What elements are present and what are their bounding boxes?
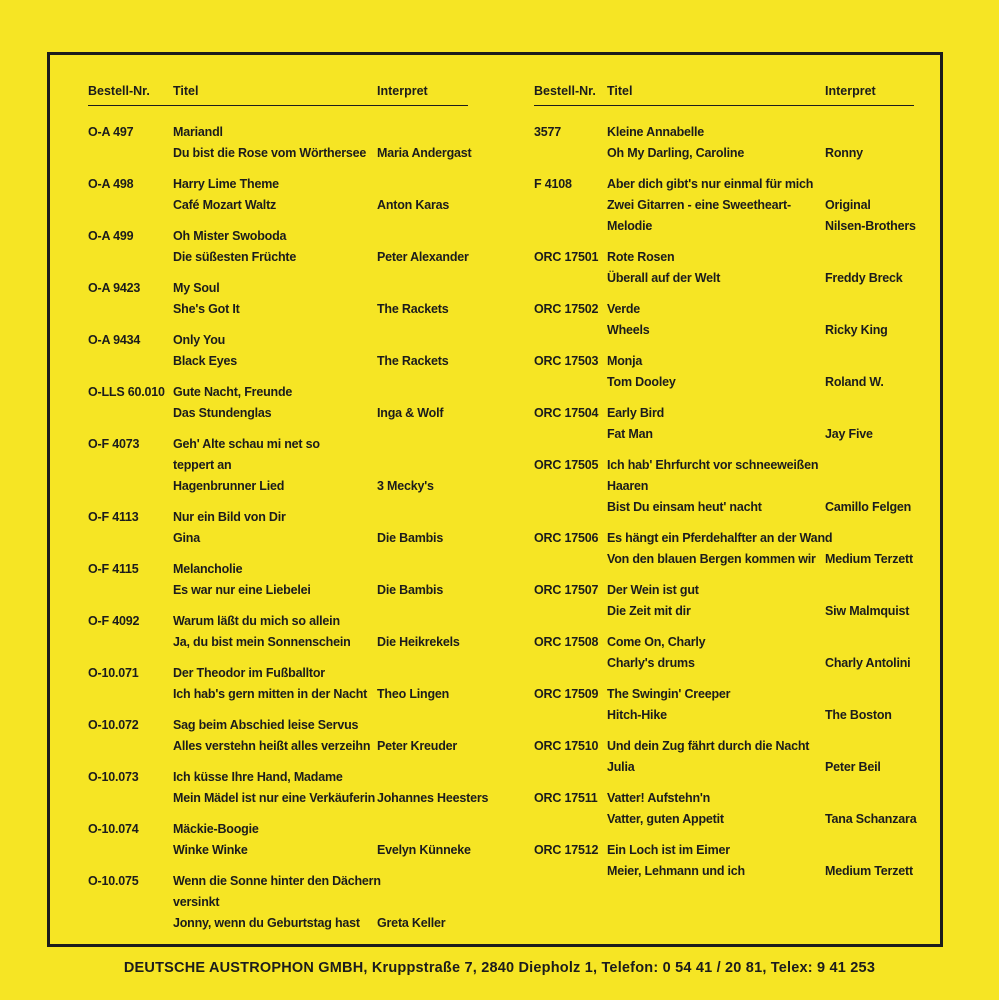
entry-line xyxy=(534,269,914,290)
song-title: Das Stundenglas xyxy=(173,406,272,420)
catalog-entry xyxy=(88,716,468,758)
song-title: Die Zeit mit dir xyxy=(607,604,691,618)
order-number: ORC 17508 xyxy=(534,635,599,649)
entry-line xyxy=(534,175,914,196)
entry-line xyxy=(534,841,914,862)
song-title: Café Mozart Waltz xyxy=(173,198,277,212)
song-title: Es hängt ein Pferdehalfter an der Wand xyxy=(607,531,833,545)
catalog-entry xyxy=(534,248,914,290)
song-title: Jonny, wenn du Geburtstag hast xyxy=(173,916,360,930)
entry-line xyxy=(534,810,917,831)
song-title: Winke Winke xyxy=(173,843,248,857)
song-title: She's Got It xyxy=(173,302,240,316)
order-number: O-10.074 xyxy=(88,822,139,836)
entry-line xyxy=(88,248,468,269)
song-title: Monja xyxy=(607,354,643,368)
song-title: Rote Rosen xyxy=(607,250,675,264)
order-number: ORC 17503 xyxy=(534,354,599,368)
order-number: ORC 17509 xyxy=(534,687,599,701)
song-title: Wenn die Sonne hinter den Dächern xyxy=(173,874,381,888)
publisher-address: DEUTSCHE AUSTROPHON GMBH, Kruppstraße 7, 2840 Diepholz 1, Telefon: 0 54 41 / 20 81, Telex: 9 41 253 xyxy=(123,960,876,976)
catalog-entry xyxy=(534,737,914,779)
order-number: ORC 17507 xyxy=(534,583,599,597)
entry-line xyxy=(88,612,468,633)
entry-line xyxy=(88,456,468,477)
order-number: O-10.071 xyxy=(88,666,139,680)
song-title: Hagenbrunner Lied xyxy=(173,479,285,493)
entries-list xyxy=(88,123,489,935)
artist-name: Die Heikrekels xyxy=(377,635,460,649)
entry-line xyxy=(88,529,468,550)
artist-name: Medium Terzett xyxy=(825,552,913,566)
entry-line xyxy=(534,550,914,571)
song-title: Ich hab' Ehrfurcht vor schneeweißen xyxy=(607,458,819,472)
song-title: Gute Nacht, Freunde xyxy=(173,385,293,399)
order-number: F 4108 xyxy=(534,177,572,191)
catalog-entry xyxy=(88,123,472,165)
entry-line xyxy=(88,123,468,144)
song-title: Oh Mister Swoboda xyxy=(173,229,287,243)
artist-name: Jay Five xyxy=(825,427,873,441)
song-title: Die süßesten Früchte xyxy=(173,250,297,264)
song-title: Hitch-Hike xyxy=(607,708,667,722)
catalog-entry xyxy=(88,664,468,706)
entry-line xyxy=(88,300,468,321)
entry-line xyxy=(534,373,914,394)
song-title: Only You xyxy=(173,333,226,347)
entry-line xyxy=(88,841,471,862)
entry-line xyxy=(534,477,914,498)
entry-line xyxy=(88,331,468,352)
order-number: O-F 4115 xyxy=(88,562,139,576)
entry-line xyxy=(534,706,914,727)
catalog-entry xyxy=(534,789,917,831)
catalog-column-left xyxy=(88,82,489,945)
song-title: Nur ein Bild von Dir xyxy=(173,510,286,524)
song-title: Ich küsse Ihre Hand, Madame xyxy=(173,770,343,784)
song-title: Warum läßt du mich so allein xyxy=(173,614,340,628)
artist-name: Peter Kreuder xyxy=(377,739,458,753)
artist-name: Evelyn Künneke xyxy=(377,843,471,857)
artist-name: Theo Lingen xyxy=(377,687,450,701)
song-title: Mein Mädel ist nur eine Verkäuferin xyxy=(173,791,376,805)
header-title: Titel xyxy=(607,84,633,98)
artist-name: The Rackets xyxy=(377,302,449,316)
artist-name: Anton Karas xyxy=(377,198,450,212)
catalog-entry xyxy=(534,685,914,727)
artist-name: Nilsen-Brothers xyxy=(825,219,916,233)
song-title: Black Eyes xyxy=(173,354,238,368)
order-number: O-A 9423 xyxy=(88,281,141,295)
artist-name: The Boston xyxy=(825,708,892,722)
song-title: Du bist die Rose vom Wörthersee xyxy=(173,146,367,160)
entry-line xyxy=(88,175,468,196)
entry-line xyxy=(534,633,914,654)
entry-line xyxy=(88,435,468,456)
song-title: The Swingin' Creeper xyxy=(607,687,731,701)
entry-line xyxy=(534,789,914,810)
song-title: Ja, du bist mein Sonnenschein xyxy=(173,635,351,649)
catalog-entry xyxy=(88,612,468,654)
song-title: Tom Dooley xyxy=(607,375,676,389)
song-title: Der Theodor im Fußballtor xyxy=(173,666,325,680)
header-order-number: Bestell-Nr. xyxy=(534,84,596,98)
entry-line xyxy=(88,872,468,893)
entry-line xyxy=(534,352,914,373)
entry-line xyxy=(534,300,914,321)
catalog-entry xyxy=(88,508,468,550)
entry-line xyxy=(534,456,914,477)
artist-name: Inga & Wolf xyxy=(377,406,444,420)
catalog-entry xyxy=(534,352,914,394)
entry-line xyxy=(534,862,914,883)
entry-line xyxy=(88,633,468,654)
song-title: Mäckie-Boogie xyxy=(173,822,259,836)
catalog-entry xyxy=(88,331,468,373)
song-title: Charly's drums xyxy=(607,656,695,670)
entry-line xyxy=(534,425,914,446)
entry-line xyxy=(88,477,468,498)
song-title: Zwei Gitarren - eine Sweetheart- xyxy=(607,198,791,212)
order-number: O-A 9434 xyxy=(88,333,141,347)
entry-line xyxy=(534,602,914,623)
artist-name: Peter Beil xyxy=(825,760,881,774)
catalog-entry xyxy=(534,123,914,165)
entry-line xyxy=(534,217,914,238)
catalog-entry xyxy=(88,227,468,269)
song-title: Bist Du einsam heut' nacht xyxy=(607,500,762,514)
column-header xyxy=(534,82,914,106)
order-number: ORC 17511 xyxy=(534,791,598,805)
order-number: ORC 17502 xyxy=(534,302,599,316)
entry-line xyxy=(534,737,914,758)
song-title: Haaren xyxy=(607,479,649,493)
order-number: O-A 499 xyxy=(88,229,134,243)
entry-line xyxy=(534,404,914,425)
entry-line xyxy=(534,529,914,550)
order-number: ORC 17501 xyxy=(534,250,599,264)
header-artist: Interpret xyxy=(825,84,876,98)
artist-name: Medium Terzett xyxy=(825,864,913,878)
song-title: Meier, Lehmann und ich xyxy=(607,864,745,878)
artist-name: Peter Alexander xyxy=(377,250,469,264)
header-artist: Interpret xyxy=(377,84,428,98)
header-order-number: Bestell-Nr. xyxy=(88,84,150,98)
order-number: ORC 17512 xyxy=(534,843,599,857)
song-title: Vatter, guten Appetit xyxy=(607,812,724,826)
song-title: Überall auf der Welt xyxy=(607,271,721,285)
song-title: Von den blauen Bergen kommen wir xyxy=(607,552,816,566)
entry-line xyxy=(88,685,468,706)
order-number: O-10.073 xyxy=(88,770,139,784)
entry-line xyxy=(534,758,914,779)
catalog-entry xyxy=(88,820,471,862)
song-title: Vatter! Aufstehn'n xyxy=(607,791,711,805)
artist-name: Roland W. xyxy=(825,375,884,389)
artist-name: Charly Antolini xyxy=(825,656,911,670)
song-title: Und dein Zug fährt durch die Nacht xyxy=(607,739,810,753)
artist-name: Johannes Heesters xyxy=(377,791,489,805)
order-number: O-F 4073 xyxy=(88,437,140,451)
catalog-entry xyxy=(88,872,468,935)
entry-line xyxy=(88,893,468,914)
entry-line xyxy=(88,768,468,789)
entry-line xyxy=(88,789,489,810)
entry-line xyxy=(88,227,468,248)
entry-line xyxy=(88,279,468,300)
song-title: Aber dich gibt's nur einmal für mich xyxy=(607,177,814,191)
song-title: Fat Man xyxy=(607,427,653,441)
artist-name: Ronny xyxy=(825,146,863,160)
entry-line xyxy=(88,508,468,529)
song-title: Sag beim Abschied leise Servus xyxy=(173,718,359,732)
artist-name: Freddy Breck xyxy=(825,271,903,285)
artist-name: Ricky King xyxy=(825,323,888,337)
entry-line xyxy=(534,498,914,519)
song-title: Gina xyxy=(173,531,200,545)
entry-line xyxy=(534,685,914,706)
catalog-entry xyxy=(88,175,468,217)
song-title: teppert an xyxy=(173,458,232,472)
artist-name: Tana Schanzara xyxy=(825,812,917,826)
song-title: Alles verstehn heißt alles verzeihn xyxy=(173,739,371,753)
entries-list xyxy=(534,123,917,883)
entry-line xyxy=(534,321,914,342)
order-number: O-10.075 xyxy=(88,874,139,888)
entry-line xyxy=(88,383,468,404)
entry-line xyxy=(88,737,468,758)
song-title: Es war nur eine Liebelei xyxy=(173,583,311,597)
song-title: My Soul xyxy=(173,281,220,295)
header-title: Titel xyxy=(173,84,199,98)
catalog-entry xyxy=(88,435,468,498)
song-title: Mariandl xyxy=(173,125,223,139)
catalog-entry xyxy=(534,841,914,883)
order-number: O-A 498 xyxy=(88,177,134,191)
artist-name: Siw Malmquist xyxy=(825,604,910,618)
entry-line xyxy=(534,123,914,144)
catalog-entry xyxy=(534,633,914,675)
song-title: Verde xyxy=(607,302,641,316)
song-title: Julia xyxy=(607,760,635,774)
song-title: versinkt xyxy=(173,895,220,909)
order-number: O-F 4092 xyxy=(88,614,140,628)
entry-line xyxy=(88,196,468,217)
entry-line xyxy=(534,581,914,602)
catalog-entry xyxy=(534,175,914,238)
artist-name: 3 Mecky's xyxy=(377,479,434,493)
catalog-entry xyxy=(88,383,468,425)
catalog-entry xyxy=(88,768,489,810)
entry-line xyxy=(88,716,468,737)
entry-line xyxy=(534,654,914,675)
artist-name: Die Bambis xyxy=(377,583,444,597)
artist-name: Maria Andergast xyxy=(377,146,472,160)
catalog-entry xyxy=(534,404,914,446)
song-title: Melodie xyxy=(607,219,653,233)
song-title: Harry Lime Theme xyxy=(173,177,279,191)
order-number: O-F 4113 xyxy=(88,510,139,524)
column-header xyxy=(88,82,468,106)
song-title: Ein Loch ist im Eimer xyxy=(607,843,730,857)
entry-line xyxy=(88,352,468,373)
entry-line xyxy=(534,248,914,269)
song-title: Early Bird xyxy=(607,406,665,420)
artist-name: Camillo Felgen xyxy=(825,500,912,514)
order-number: O-10.072 xyxy=(88,718,139,732)
artist-name: The Rackets xyxy=(377,354,449,368)
order-number: 3577 xyxy=(534,125,562,139)
catalog-entry xyxy=(534,581,914,623)
artist-name: Die Bambis xyxy=(377,531,444,545)
entry-line xyxy=(534,144,914,165)
song-title: Wheels xyxy=(607,323,650,337)
order-number: O-LLS 60.010 xyxy=(88,385,165,399)
entry-line xyxy=(88,664,468,685)
song-title: Geh' Alte schau mi net so xyxy=(173,437,320,451)
order-number: O-A 497 xyxy=(88,125,134,139)
entry-line xyxy=(88,404,468,425)
catalog-entry xyxy=(534,456,914,519)
song-title: Kleine Annabelle xyxy=(607,125,705,139)
entry-line xyxy=(88,820,468,841)
order-number: ORC 17510 xyxy=(534,739,599,753)
entry-line xyxy=(534,196,914,217)
song-title: Come On, Charly xyxy=(607,635,706,649)
entry-line xyxy=(88,914,468,935)
song-title: Ich hab's gern mitten in der Nacht xyxy=(173,687,368,701)
order-number: ORC 17504 xyxy=(534,406,599,420)
song-title: Der Wein ist gut xyxy=(607,583,699,597)
catalog-entry xyxy=(534,300,914,342)
artist-name: Greta Keller xyxy=(377,916,446,930)
catalog-entry xyxy=(88,560,468,602)
artist-name: Original xyxy=(825,198,871,212)
entry-line xyxy=(88,581,468,602)
catalog-column-right xyxy=(534,82,917,893)
order-number: ORC 17506 xyxy=(534,531,599,545)
catalog-entry xyxy=(534,529,914,571)
song-title: Melancholie xyxy=(173,562,243,576)
entry-line xyxy=(88,144,472,165)
order-number: ORC 17505 xyxy=(534,458,599,472)
entry-line xyxy=(88,560,468,581)
catalog-entry xyxy=(88,279,468,321)
song-title: Oh My Darling, Caroline xyxy=(607,146,745,160)
